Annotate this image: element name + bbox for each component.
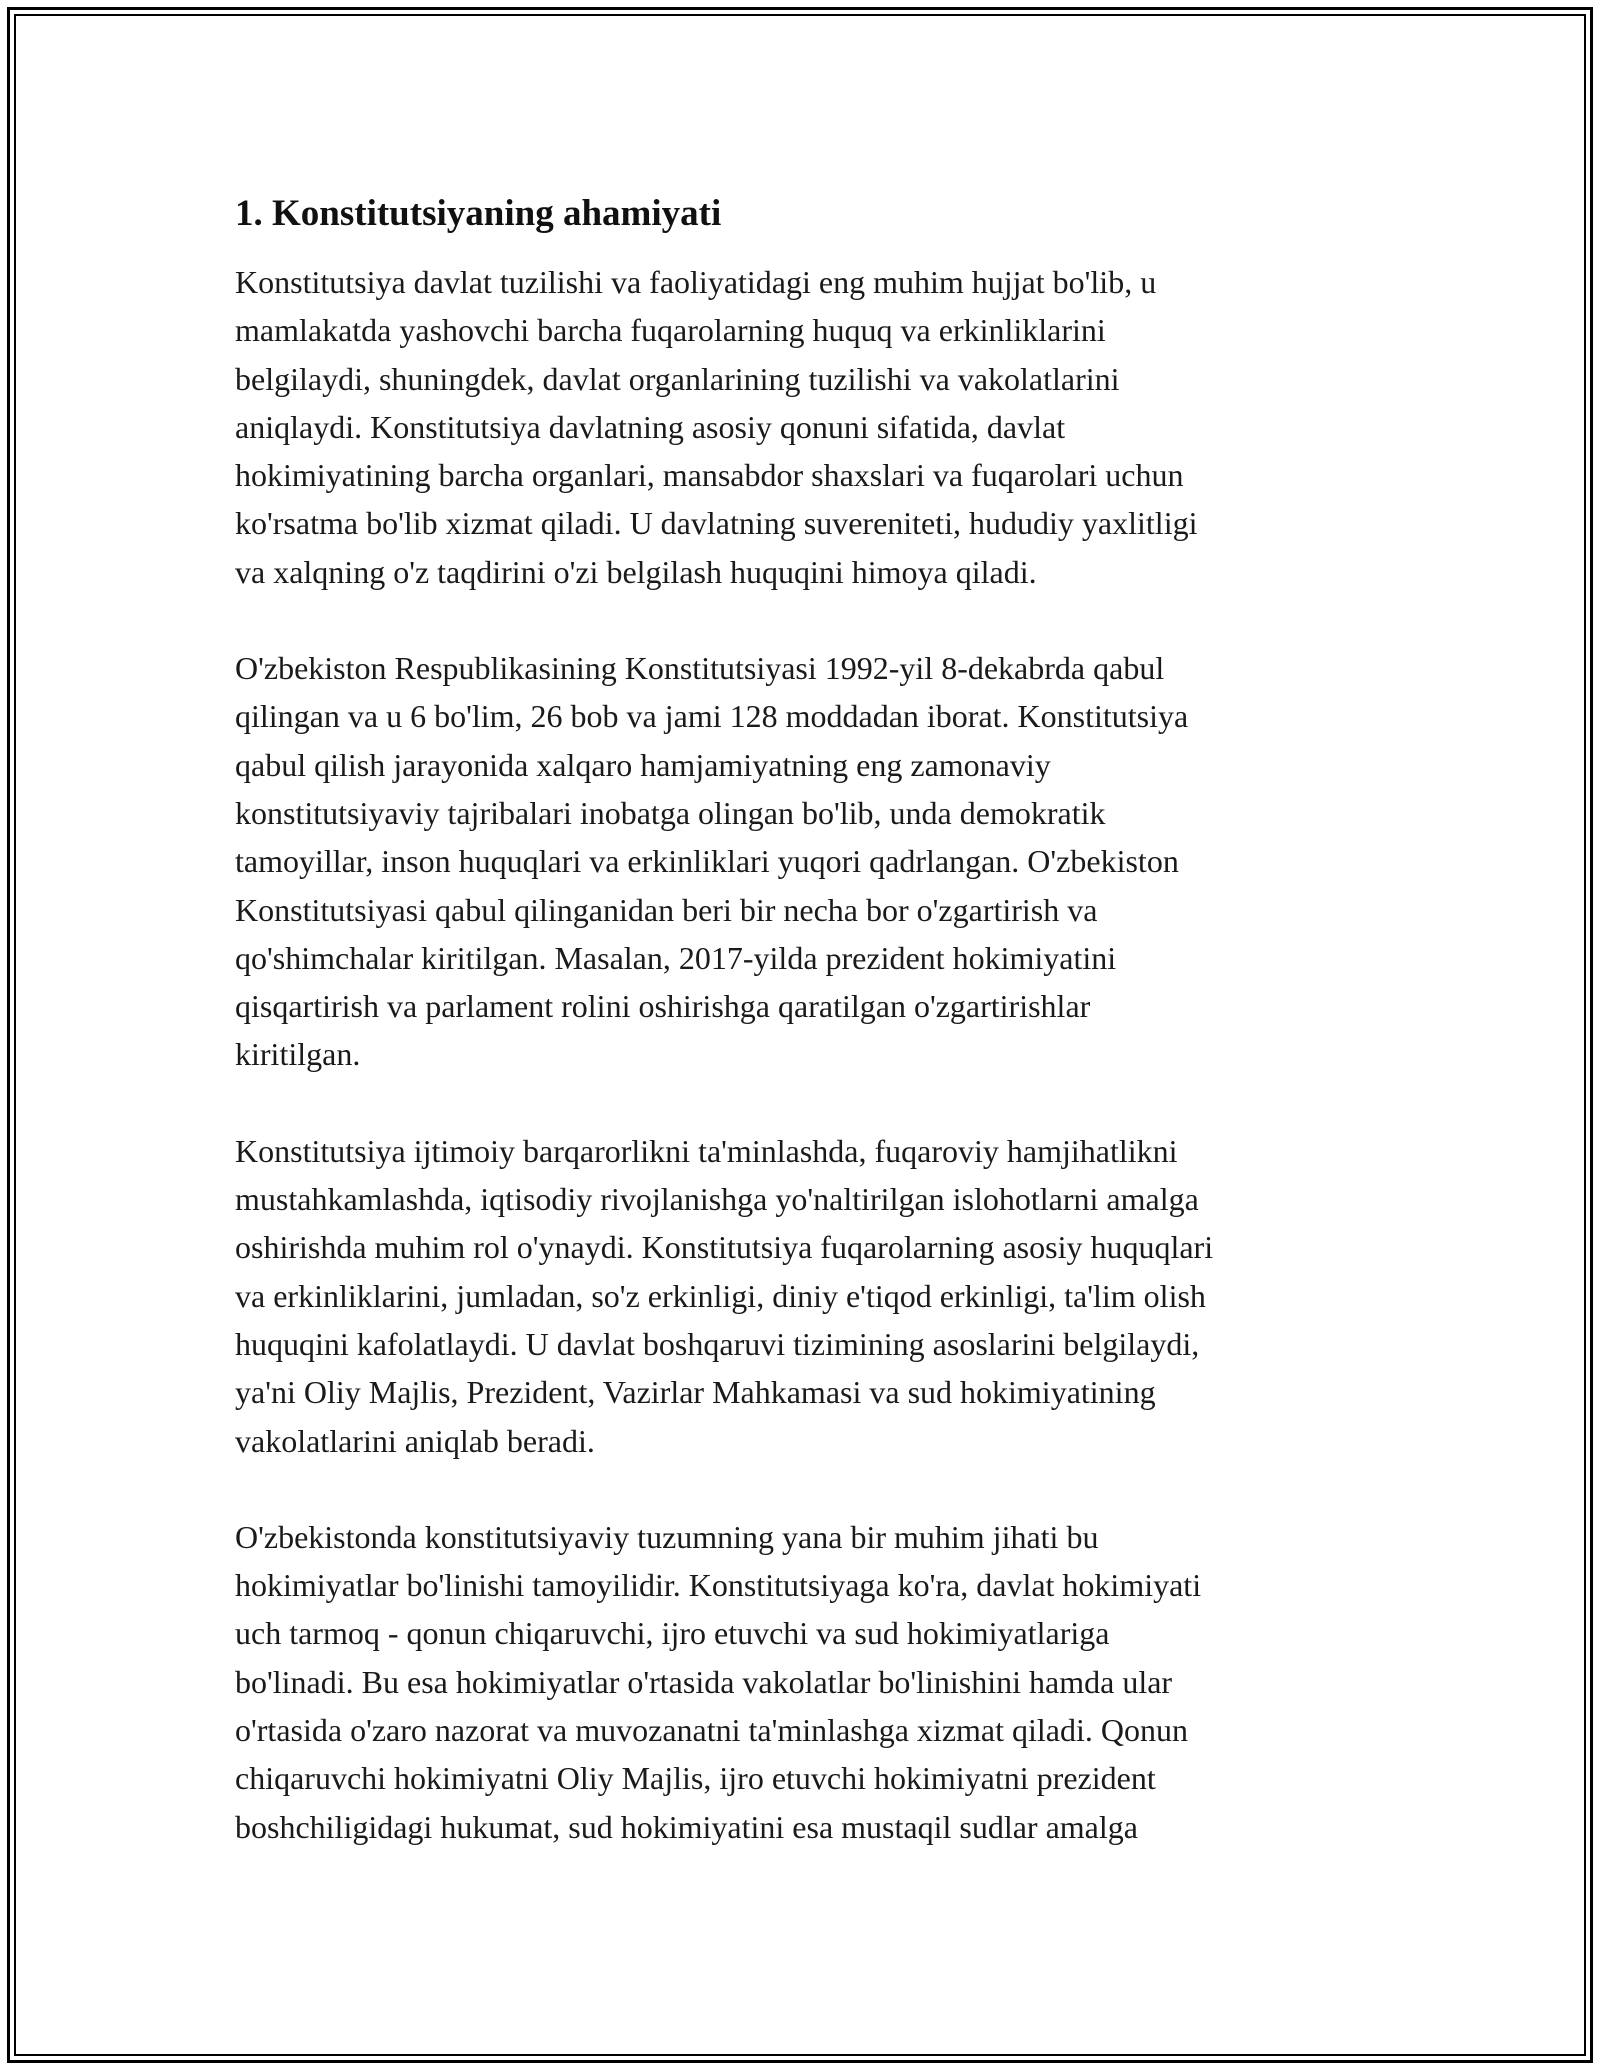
paragraph-4 xyxy=(235,1513,1375,1851)
paragraph-2 xyxy=(235,644,1375,1079)
paragraph-1 xyxy=(235,258,1375,596)
text-line: qo'shimchalar kiritilgan. Masalan, 2017-yilda prezident hokimiyatini xyxy=(235,939,1117,976)
text-line: O'zbekistonda konstitutsiyaviy tuzumning yana bir muhim jihati bu xyxy=(235,1518,1099,1555)
text-line: qisqartirish va parlament rolini oshirishga qaratilgan o'zgartirishlar xyxy=(235,988,1091,1025)
text-line: tamoyillar, inson huquqlari va erkinliklari yuqori qadrlangan. O'zbekiston xyxy=(235,843,1179,880)
text-line: uch tarmoq - qonun chiqaruvchi, ijro etuvchi va sud hokimiyatlariga xyxy=(235,1615,1110,1652)
text-line: qilingan va u 6 bo'lim, 26 bob va jami 128 moddadan iborat. Konstitutsiya xyxy=(235,698,1189,735)
text-line: va erkinliklarini, jumladan, so'z erkinligi, diniy e'tiqod erkinligi, ta'lim olish xyxy=(235,1277,1206,1314)
text-line: oshirishda muhim rol o'ynaydi. Konstitutsiya fuqarolarning asosiy huquqlari xyxy=(235,1229,1214,1266)
paragraph-3 xyxy=(235,1127,1375,1465)
text-line: Konstitutsiya davlat tuzilishi va faoliyatidagi eng muhim hujjat bo'lib, u xyxy=(235,264,1157,300)
text-line: hokimiyatlar bo'linishi tamoyilidir. Konstitutsiyaga ko'ra, davlat hokimiyati xyxy=(235,1567,1202,1604)
text-line: Konstitutsiyasi qabul qilinganidan beri bir necha bor o'zgartirish va xyxy=(235,891,1098,928)
text-line: bo'linadi. Bu esa hokimiyatlar o'rtasida vakolatlar bo'linishini hamda ular xyxy=(235,1663,1173,1700)
document-body xyxy=(235,190,1375,1899)
text-line: mustahkamlashda, iqtisodiy rivojlanishga yo'naltirilgan islohotlarni amalga xyxy=(235,1181,1199,1218)
text-line: o'rtasida o'zaro nazorat va muvozanatni ta'minlashga xizmat qiladi. Qonun xyxy=(235,1712,1188,1749)
text-line: kiritilgan. xyxy=(235,1036,361,1073)
text-line: huquqini kafolatlaydi. U davlat boshqaruvi tizimining asoslarini belgilaydi, xyxy=(235,1325,1200,1362)
text-line: vakolatlarini aniqlab beradi. xyxy=(235,1422,595,1459)
text-line: qabul qilish jarayonida xalqaro hamjamiyatning eng zamonaviy xyxy=(235,746,1051,783)
text-line: ko'rsatma bo'lib xizmat qiladi. U davlatning suvereniteti, hududiy yaxlitligi xyxy=(235,505,1198,542)
document-title: 1. Konstitutsiyaning ahamiyati xyxy=(235,193,722,234)
text-line: Konstitutsiya ijtimoiy barqarorlikni ta'minlashda, fuqaroviy hamjihatlikni xyxy=(235,1132,1178,1169)
text-line: hokimiyatining barcha organlari, mansabdor shaxslari va fuqarolari uchun xyxy=(235,457,1184,494)
text-line: boshchiligidagi hukumat, sud hokimiyatini esa mustaqil sudlar amalga xyxy=(235,1808,1138,1845)
text-line: konstitutsiyaviy tajribalari inobatga olingan bo'lib, unda demokratik xyxy=(235,794,1106,831)
text-line: O'zbekiston Respublikasining Konstitutsiyasi 1992-yil 8-dekabrda qabul xyxy=(235,650,1165,687)
text-line: ya'ni Oliy Majlis, Prezident, Vazirlar Mahkamasi va sud hokimiyatining xyxy=(235,1374,1156,1411)
text-line: belgilaydi, shuningdek, davlat organlarining tuzilishi va vakolatlarini xyxy=(235,360,1120,397)
text-line: mamlakatda yashovchi barcha fuqarolarning huquq va erkinliklarini xyxy=(235,312,1106,349)
text-line: va xalqning o'z taqdirini o'zi belgilash huquqini himoya qiladi. xyxy=(235,553,1037,590)
text-line: aniqlaydi. Konstitutsiya davlatning asosiy qonuni sifatida, davlat xyxy=(235,408,1066,445)
text-line: chiqaruvchi hokimiyatni Oliy Majlis, ijro etuvchi hokimiyatni prezident xyxy=(235,1760,1156,1797)
